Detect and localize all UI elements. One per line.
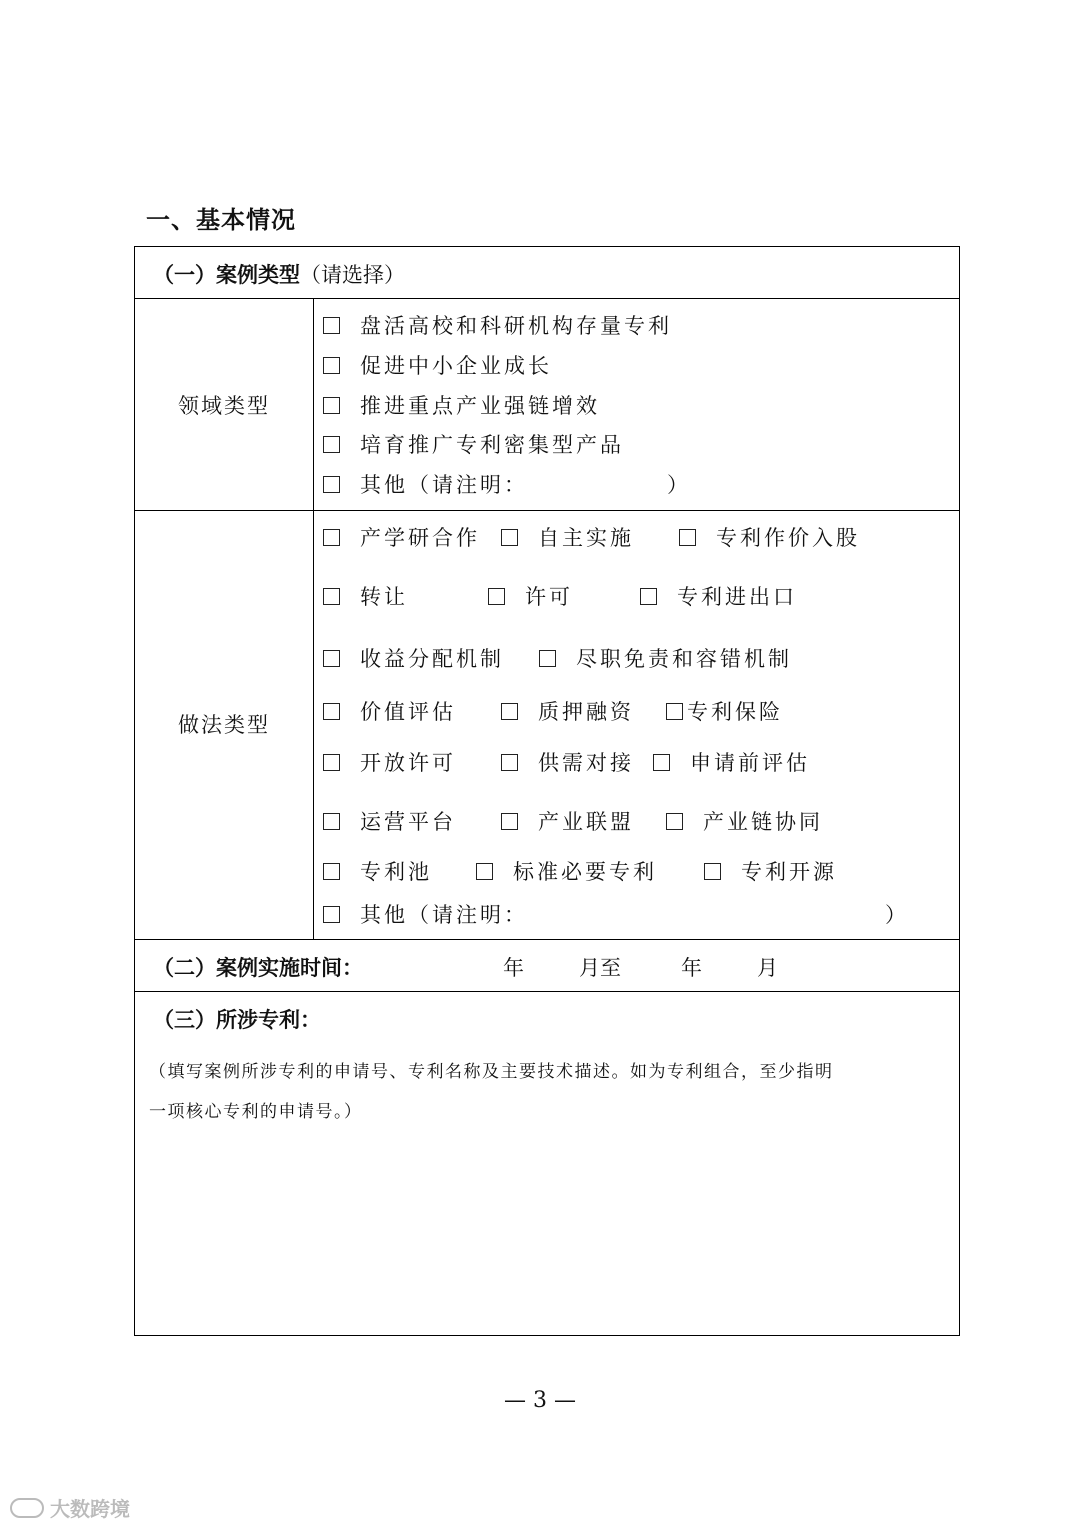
practice-option[interactable] — [501, 522, 634, 552]
option-label: 盘活高校和科研机构存量专利 — [360, 314, 672, 338]
column-divider — [313, 298, 314, 939]
patents-note-line1: （填写案例所涉专利的申请号、专利名称及主要技术描述。如为专利组合，至少指明 — [149, 1062, 834, 1082]
checkbox[interactable] — [501, 813, 518, 830]
practice-option[interactable] — [323, 643, 504, 673]
field-option[interactable] — [323, 429, 624, 459]
checkbox[interactable] — [323, 357, 340, 374]
option-label: 其他（请注明： — [360, 473, 528, 497]
practice-option[interactable] — [501, 806, 634, 836]
start-month-label: 月至 — [579, 956, 621, 980]
checkbox[interactable] — [323, 397, 340, 414]
checkbox[interactable] — [323, 863, 340, 880]
checkbox[interactable] — [501, 754, 518, 771]
option-label: 供需对接 — [538, 751, 634, 775]
end-month-label: 月 — [757, 956, 778, 980]
practice-option[interactable] — [666, 696, 783, 726]
checkbox[interactable] — [653, 754, 670, 771]
option-label: 培育推广专利密集型产品 — [360, 433, 624, 457]
section-heading: 一、基本情况 — [146, 206, 296, 234]
practice-type-label: 做法类型 — [178, 713, 270, 737]
practice-option[interactable] — [323, 696, 456, 726]
practice-option[interactable] — [488, 581, 573, 611]
checkbox[interactable] — [704, 863, 721, 880]
close-paren: ） — [885, 903, 906, 927]
practice-option[interactable] — [323, 806, 456, 836]
basic-info-table — [134, 246, 960, 1336]
page-number: — 3 — — [504, 1388, 576, 1413]
checkbox[interactable] — [488, 588, 505, 605]
checkbox[interactable] — [323, 529, 340, 546]
checkbox[interactable] — [323, 317, 340, 334]
option-label: 专利进出口 — [677, 585, 797, 609]
practice-option[interactable] — [501, 696, 634, 726]
practice-option[interactable] — [501, 747, 634, 777]
option-label: 促进中小企业成长 — [360, 354, 552, 378]
practice-option-other[interactable] — [323, 899, 528, 929]
case-type-title-text: （一）案例类型 — [153, 263, 300, 287]
practice-option[interactable] — [666, 806, 823, 836]
field-option[interactable] — [323, 350, 552, 380]
checkbox[interactable] — [640, 588, 657, 605]
checkbox[interactable] — [323, 813, 340, 830]
option-label: 许可 — [525, 585, 573, 609]
practice-option[interactable] — [323, 856, 432, 886]
option-label: 专利池 — [360, 860, 432, 884]
practice-option[interactable] — [323, 581, 408, 611]
option-label: 产业联盟 — [538, 810, 634, 834]
checkbox[interactable] — [323, 650, 340, 667]
practice-option[interactable] — [704, 856, 837, 886]
patents-note-line2: 一项核心专利的申请号。） — [149, 1102, 363, 1122]
practice-option[interactable] — [476, 856, 657, 886]
practice-option[interactable] — [323, 522, 480, 552]
divider — [135, 939, 959, 940]
checkbox[interactable] — [323, 703, 340, 720]
option-label: 产学研合作 — [360, 526, 480, 550]
option-label: 开放许可 — [360, 751, 456, 775]
practice-option[interactable] — [539, 643, 792, 673]
checkbox[interactable] — [323, 588, 340, 605]
checkbox[interactable] — [539, 650, 556, 667]
option-label: 专利保险 — [687, 700, 783, 724]
close-paren: ） — [667, 473, 688, 497]
practice-option[interactable] — [323, 747, 456, 777]
watermark — [10, 1493, 130, 1522]
checkbox[interactable] — [323, 754, 340, 771]
checkbox[interactable] — [666, 813, 683, 830]
option-label: 标准必要专利 — [513, 860, 657, 884]
checkbox[interactable] — [323, 436, 340, 453]
option-label: 价值评估 — [360, 700, 456, 724]
field-option[interactable] — [323, 310, 672, 340]
option-label: 推进重点产业强链增效 — [360, 394, 600, 418]
watermark-text: 大数跨境 — [50, 1497, 130, 1521]
divider — [135, 991, 959, 992]
practice-option[interactable] — [653, 747, 810, 777]
checkbox[interactable] — [679, 529, 696, 546]
option-label: 尽职免责和容错机制 — [576, 647, 792, 671]
checkbox[interactable] — [501, 703, 518, 720]
divider — [135, 510, 959, 511]
start-year-label: 年 — [503, 956, 524, 980]
option-label: 其他（请注明： — [360, 903, 528, 927]
option-label: 专利作价入股 — [716, 526, 860, 550]
implementation-time-title: （二）案例实施时间： — [153, 956, 363, 980]
option-label: 质押融资 — [538, 700, 634, 724]
field-option-other[interactable] — [323, 469, 528, 499]
option-label: 产业链协同 — [703, 810, 823, 834]
case-type-title — [153, 259, 405, 289]
divider — [135, 298, 959, 299]
checkbox[interactable] — [501, 529, 518, 546]
field-option[interactable] — [323, 390, 600, 420]
practice-option[interactable] — [640, 581, 797, 611]
checkbox[interactable] — [476, 863, 493, 880]
case-type-hint: （请选择） — [300, 263, 405, 287]
checkbox[interactable] — [323, 906, 340, 923]
checkbox[interactable] — [666, 703, 683, 720]
end-year-label: 年 — [681, 956, 702, 980]
checkbox[interactable] — [323, 476, 340, 493]
watermark-logo-icon — [10, 1498, 44, 1518]
option-label: 专利开源 — [741, 860, 837, 884]
field-type-label: 领域类型 — [178, 394, 270, 418]
option-label: 转让 — [360, 585, 408, 609]
patents-title: （三）所涉专利： — [153, 1008, 321, 1032]
option-label: 收益分配机制 — [360, 647, 504, 671]
option-label: 申请前评估 — [690, 751, 810, 775]
practice-option[interactable] — [679, 522, 860, 552]
option-label: 自主实施 — [538, 526, 634, 550]
option-label: 运营平台 — [360, 810, 456, 834]
